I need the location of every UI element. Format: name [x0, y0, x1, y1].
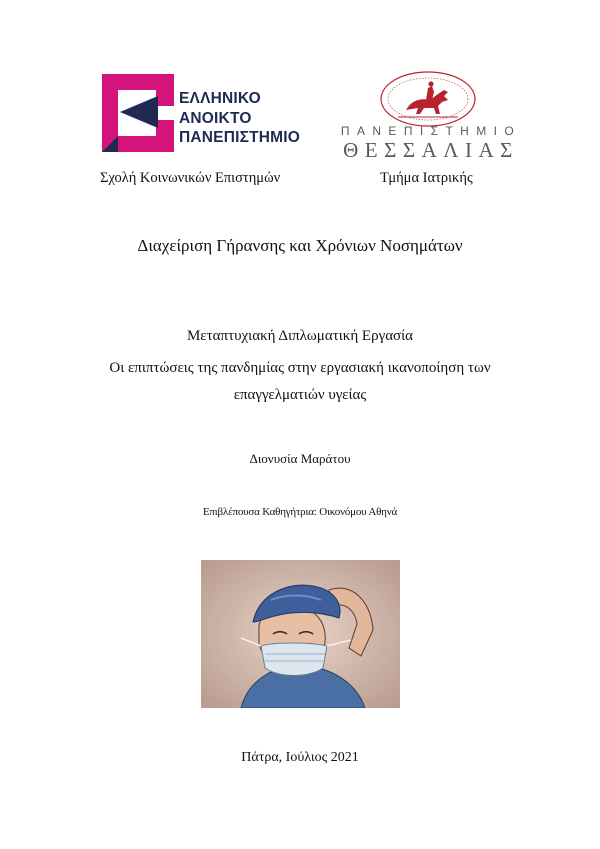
program-title: Διαχείριση Γήρανσης και Χρόνιων Νοσημάτων: [137, 236, 463, 255]
thesis-type: Μεταπτυχιακή Διπλωματική Εργασία: [186, 328, 414, 344]
place-date: Πάτρα, Ιούλιος 2021: [241, 750, 359, 765]
uth-seal-icon: [378, 70, 478, 128]
uth-wordmark-line-1: ΠΑΝΕΠΙΣΤΗΜΙΟ: [340, 124, 522, 138]
eap-logo: [96, 70, 306, 156]
supervisor: Επιβλέπουσα Καθηγήτρια: Οικονόμου Αθηνά: [202, 506, 398, 518]
department-name: Τμήμα Ιατρικής: [380, 170, 473, 186]
author-name: Διονυσία Μαράτου: [249, 451, 351, 466]
cover-illustration: [201, 560, 400, 708]
eap-logo-line-1: ΕΛΛΗΝΙΚΟ: [179, 90, 261, 107]
thesis-title-line-2: επαγγελματιών υγείας: [233, 387, 367, 403]
school-name: Σχολή Κοινωνικών Επιστημών: [100, 170, 281, 186]
thesis-title-line-1: Οι επιπτώσεις της πανδημίας στην εργασιακή ικανοποίηση των: [109, 360, 491, 376]
eap-logo-line-2: ΑΝΟΙΚΤΟ: [179, 110, 252, 127]
eap-logo-mark: [96, 70, 178, 156]
eap-logo-line-3: ΠΑΝΕΠΙΣΤΗΜΙΟ: [179, 129, 301, 146]
uth-wordmark-line-2: ΘΕΣΣΑΛΙΑΣ: [343, 138, 519, 162]
